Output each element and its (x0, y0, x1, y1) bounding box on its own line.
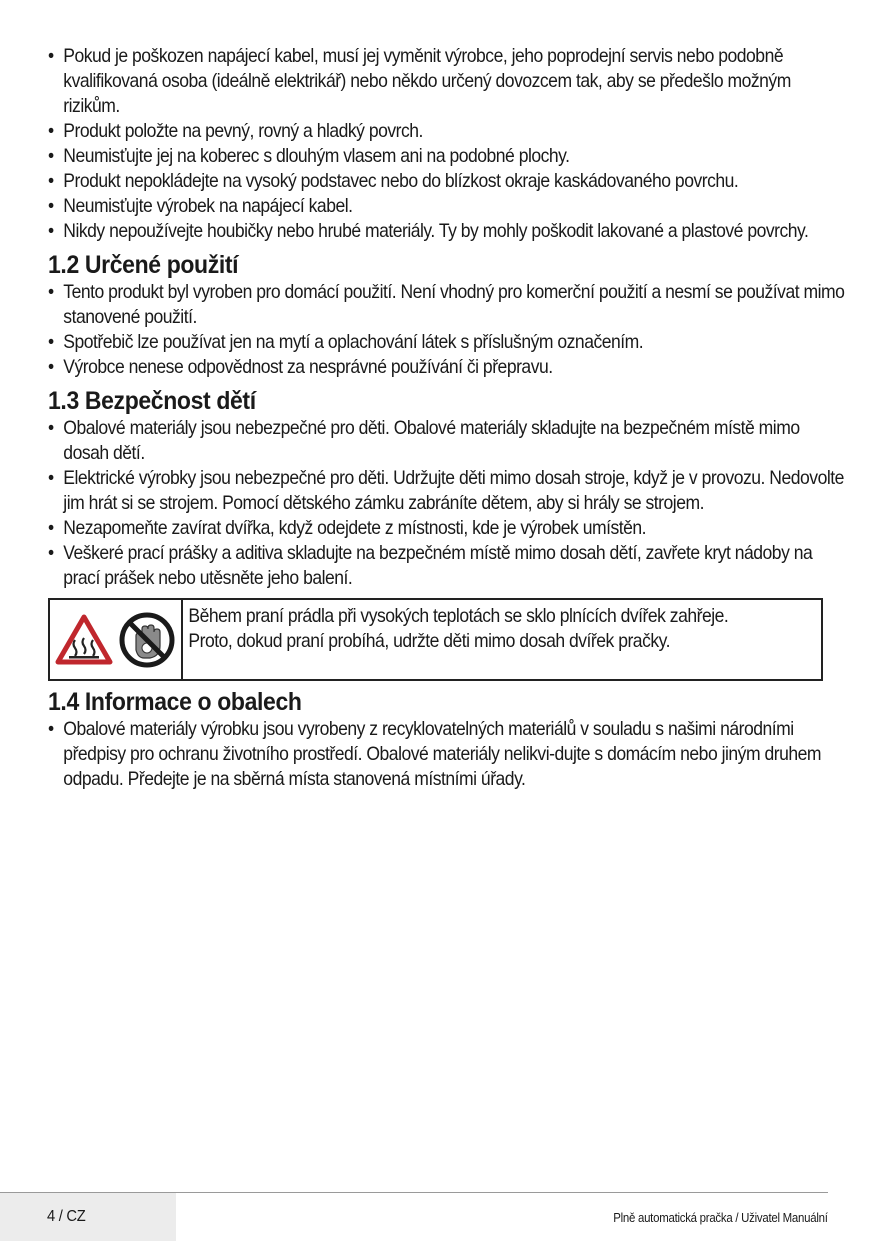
hot-glass-warning-box (48, 598, 823, 681)
list-item: • Spotřebič lze používat jen na mytí a oplachování látek s příslušným označením. (48, 330, 845, 355)
intended-use-list (48, 280, 845, 380)
list-item: • Produkt položte na pevný, rovný a hladký povrch. (48, 119, 845, 144)
list-item: • Nezapomeňte zavírat dvířka, když odejdete z místnosti, kde je výrobek umístěn. (48, 516, 845, 541)
list-item: • Produkt nepokládejte na vysoký podstavec nebo do blízkost okraje kaskádovaného povrchu. (48, 169, 845, 194)
section-heading-child-safety: 1.3 Bezpečnost dětí (48, 387, 256, 415)
do-not-touch-icon (117, 610, 177, 670)
list-item: • Neumisťujte jej na koberec s dlouhým vlasem ani na podobné plochy. (48, 144, 845, 169)
list-item: • Obalové materiály výrobku jsou vyrobeny z recyklovatelných materiálů v souladu s našimi národními předpisy pro ochranu životního prostředí. Obalové materiály nelikvi-dujte s domácím nebo jiným druhem odpadu. Předejte je na sběrná místa stanovená místními úřady. (48, 717, 845, 792)
section-heading-intended-use: 1.2 Určené použití (48, 251, 239, 279)
list-item: • Pokud je poškozen napájecí kabel, musí jej vyměnit výrobce, jeho poprodejní servis nebo podobně kvalifikovaná osoba (ideálně elektrikář) nebo někdo určený dovozcem tak, aby se předešlo možným rizikům. (48, 44, 845, 119)
footer-page-tab (0, 1193, 176, 1241)
list-item: • Elektrické výrobky jsou nebezpečné pro děti. Udržujte děti mimo dosah stroje, když je v provozu. Nedovolte jim hrát si se strojem. Pomocí dětského zámku zabráníte dětem, aby si hrály se strojem. (48, 466, 845, 516)
document-body (48, 44, 845, 792)
intro-list (48, 44, 830, 244)
child-safety-list (48, 416, 844, 591)
list-item: • Tento produkt byl vyroben pro domácí použití. Není vhodný pro komerční použití a nesmí se používat mimo stanovené použití. (48, 280, 845, 330)
document-title: Plně automatická pračka / Uživatel Manuální (613, 1210, 828, 1225)
page-footer (0, 1192, 828, 1241)
warning-text: Během praní prádla při vysokých teplotách se sklo plnících dvířek zahřeje. Proto, dokud praní probíhá, udržte děti mimo dosah dvířek pračky. (188, 605, 729, 652)
list-item: • Výrobce nenese odpovědnost za nesprávné používání či přepravu. (48, 355, 845, 380)
page-number: 4 / CZ (47, 1208, 86, 1225)
warning-icons (50, 600, 183, 679)
hot-surface-warning-icon (55, 614, 113, 666)
section-heading-packaging: 1.4 Informace o obalech (48, 688, 302, 716)
packaging-list (48, 717, 830, 792)
list-item: • Neumisťujte výrobek na napájecí kabel. (48, 194, 845, 219)
list-item: • Nikdy nepoužívejte houbičky nebo hrubé materiály. Ty by mohly poškodit lakované a plastové povrchy. (48, 219, 845, 244)
list-item: • Veškeré prací prášky a aditiva skladujte na bezpečném místě mimo dosah dětí, zavřete kryt nádoby na prací prášek nebo utěsněte jeho balení. (48, 541, 845, 591)
list-item: • Obalové materiály jsou nebezpečné pro děti. Obalové materiály skladujte na bezpečném místě mimo dosah dětí. (48, 416, 845, 466)
